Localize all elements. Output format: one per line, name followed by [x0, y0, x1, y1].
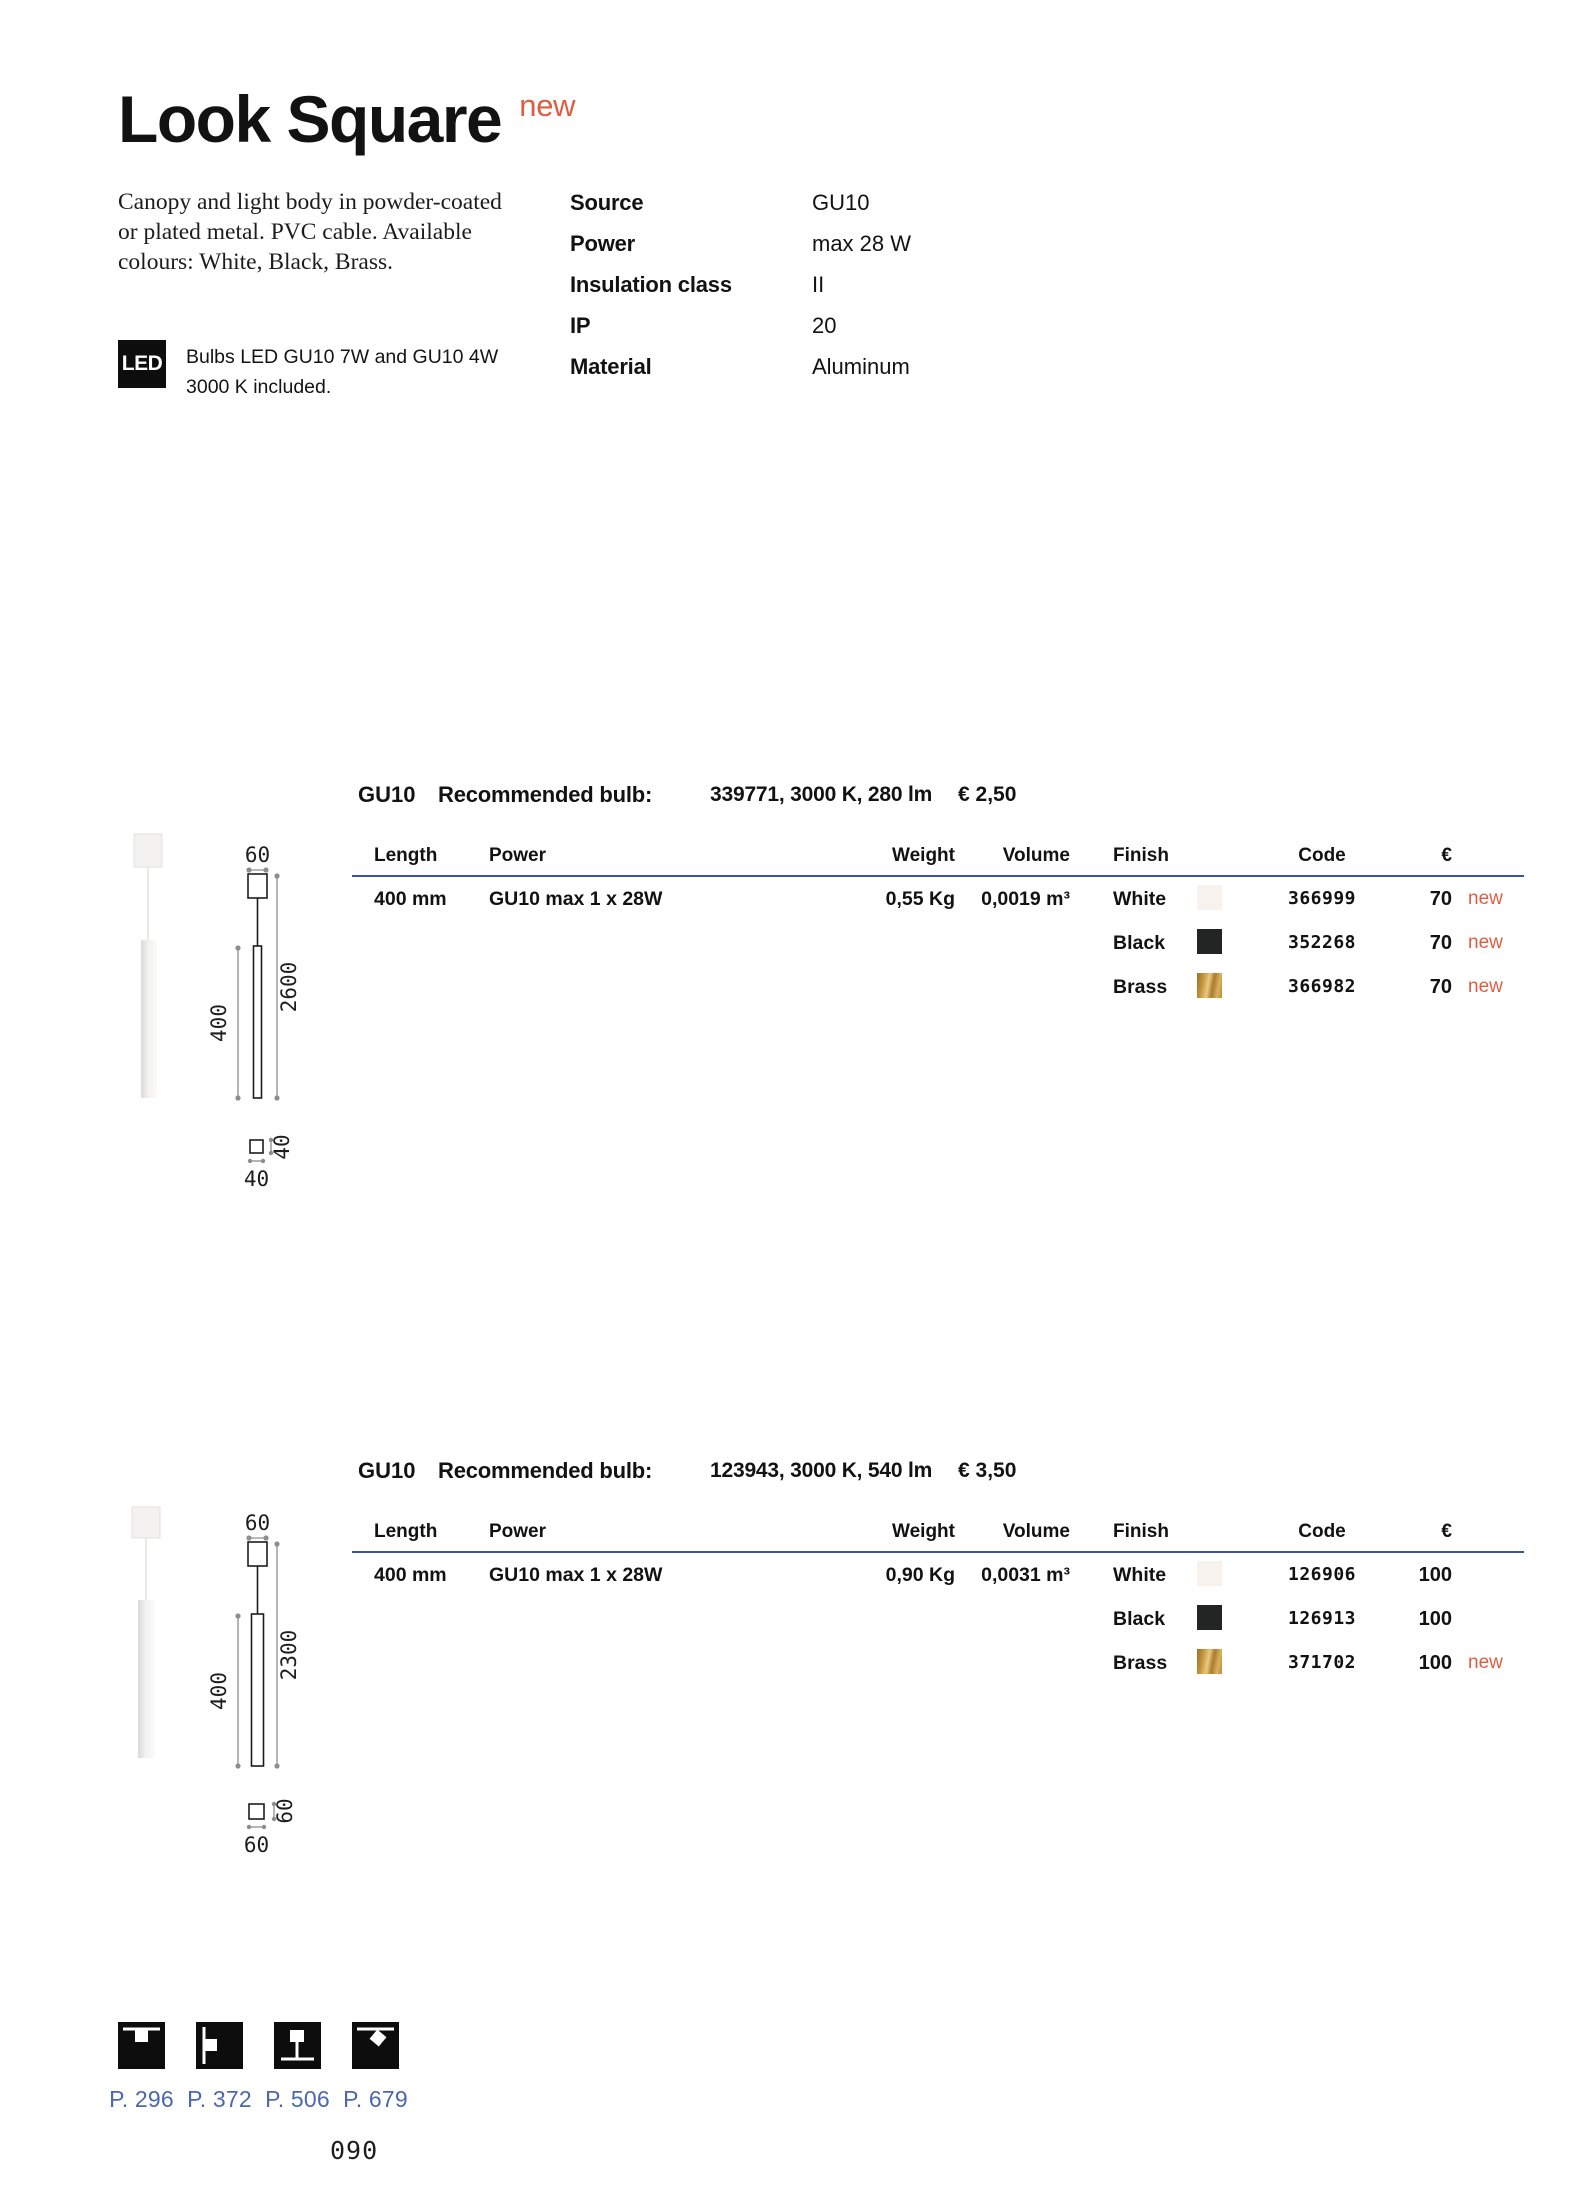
led-note: Bulbs LED GU10 7W and GU10 4W 3000 K included. [186, 346, 499, 399]
spec-list [570, 190, 911, 395]
cell-weight: 0,55 Kg [885, 888, 955, 910]
led-badge: LED [118, 340, 166, 388]
spec-row-material [570, 354, 911, 395]
col-power: Power [489, 1521, 547, 1542]
cell-volume: 0,0019 m³ [981, 888, 1070, 910]
col-finish: Finish [1113, 845, 1169, 866]
recommended-bulb-info: 339771, 3000 K, 280 lm [710, 783, 933, 806]
spec-row-source [570, 190, 911, 231]
col-weight: Weight [892, 845, 955, 866]
cell-finish: Black [1113, 932, 1166, 954]
product-header [118, 82, 576, 156]
finish-swatch-white [1197, 1561, 1222, 1586]
dimension-diagram-2600 [110, 820, 330, 1220]
finish-swatch-black [1197, 929, 1222, 954]
cell-code: 366982 [1287, 976, 1357, 997]
cell-weight: 0,90 Kg [885, 1564, 955, 1586]
section-source: GU10 [358, 782, 416, 807]
recommended-bulb-label: Recommended bulb: [438, 1458, 653, 1483]
page-title: Look Square [118, 82, 502, 156]
table-row [352, 976, 1524, 1006]
cell-code: 371702 [1287, 1652, 1357, 1673]
mount-ceiling [109, 2022, 174, 2113]
new-flag: new [1468, 888, 1503, 909]
table-divider [352, 875, 1524, 877]
recommended-bulb-label: Recommended bulb: [438, 782, 653, 807]
finish-swatch-brass [1197, 973, 1222, 998]
recommended-bulb-price: € 2,50 [958, 783, 1017, 806]
table-header-row [352, 1521, 1524, 1545]
cell-length: 400 mm [374, 888, 447, 910]
section-header [352, 782, 1524, 812]
ceiling-pendant-icon [118, 2022, 165, 2069]
mount-wall [187, 2022, 252, 2113]
mount-orientable [343, 2022, 408, 2113]
dim-bottom-depth: 40 [270, 1134, 294, 1160]
cell-length: 400 mm [374, 1564, 447, 1586]
line-drawing [248, 1542, 267, 1819]
cell-price: 100 [1418, 1652, 1452, 1674]
spec-label: Insulation class [570, 272, 732, 297]
table-row [352, 1564, 1524, 1594]
mount-floor [265, 2022, 330, 2113]
floor-stand-icon [274, 2022, 321, 2069]
spec-label: Source [570, 190, 644, 215]
spec-value: max 28 W [812, 231, 912, 256]
cell-price: 100 [1418, 1564, 1452, 1586]
cell-power: GU10 max 1 x 28W [489, 888, 663, 910]
product-photo [132, 1507, 160, 1758]
finish-swatch-brass [1197, 1649, 1222, 1674]
dim-bottom-depth: 60 [273, 1798, 297, 1824]
col-finish: Finish [1113, 1521, 1169, 1542]
new-flag: new [1468, 976, 1503, 997]
dim-top-width: 60 [244, 843, 271, 867]
table-row [352, 1608, 1524, 1638]
cell-code: 352268 [1287, 932, 1357, 953]
orientable-ceiling-icon [352, 2022, 399, 2069]
product-photo [134, 834, 162, 1098]
page-ref-link[interactable]: P. 296 [109, 2086, 174, 2112]
cell-finish: Black [1113, 1608, 1166, 1630]
page-ref-link[interactable]: P. 506 [265, 2086, 330, 2112]
wall-mount-icon [196, 2022, 243, 2069]
dim-body-height: 400 [207, 1672, 231, 1710]
recommended-bulb-info: 123943, 3000 K, 540 lm [710, 1459, 933, 1482]
spec-value: 20 [812, 313, 837, 338]
cell-price: 100 [1418, 1608, 1452, 1630]
new-flag: new [1468, 932, 1503, 953]
col-euro: € [1441, 845, 1452, 866]
cell-price: 70 [1429, 976, 1452, 998]
spec-label: Material [570, 354, 652, 379]
col-code: Code [1298, 845, 1346, 866]
col-length: Length [374, 845, 438, 866]
cell-finish: Brass [1113, 1652, 1168, 1674]
cell-price: 70 [1429, 888, 1452, 910]
cell-power: GU10 max 1 x 28W [489, 1564, 663, 1586]
spec-value: GU10 [812, 190, 870, 215]
cell-volume: 0,0031 m³ [981, 1564, 1070, 1586]
table-header-row [352, 845, 1524, 869]
diagram-svg [110, 820, 330, 1220]
mount-type-links [109, 2022, 408, 2113]
table-divider [352, 1551, 1524, 1553]
product-description: Canopy and light body in powder-coated or plated metal. PVC cable. Available colours: White, Black, Brass. [118, 189, 502, 275]
new-flag: new [1468, 1652, 1503, 1673]
col-volume: Volume [1002, 1521, 1070, 1542]
page-ref-link[interactable]: P. 372 [187, 2086, 252, 2112]
product-table-section-2 [352, 1458, 1524, 1758]
cell-finish: Brass [1113, 976, 1168, 998]
finish-swatch-black [1197, 1605, 1222, 1630]
page-number: 090 [330, 2136, 379, 2165]
new-badge: new [519, 88, 576, 123]
col-volume: Volume [1002, 845, 1070, 866]
dim-body-height: 400 [207, 1004, 231, 1042]
table-row [352, 888, 1524, 918]
dim-top-width: 60 [244, 1511, 271, 1535]
spec-value: II [812, 272, 825, 297]
dimension-diagram-2300 [110, 1480, 330, 1880]
recommended-bulb-price: € 3,50 [958, 1459, 1017, 1482]
col-weight: Weight [892, 1521, 955, 1542]
section-header [352, 1458, 1524, 1488]
cell-code: 126906 [1287, 1564, 1357, 1585]
col-power: Power [489, 845, 547, 866]
spec-row-ip [570, 313, 911, 354]
cell-finish: White [1113, 888, 1167, 910]
product-table-section-1 [352, 782, 1524, 1082]
col-euro: € [1441, 1521, 1452, 1542]
col-code: Code [1298, 1521, 1346, 1542]
cell-code: 366999 [1287, 888, 1357, 909]
cell-price: 70 [1429, 932, 1452, 954]
table-row [352, 932, 1524, 962]
line-drawing [248, 874, 267, 1153]
table-row [352, 1652, 1524, 1682]
spec-row-insulation [570, 272, 911, 313]
spec-label: Power [570, 231, 636, 256]
dim-total-height: 2600 [277, 961, 301, 1013]
cell-finish: White [1113, 1564, 1167, 1586]
dim-total-height: 2300 [277, 1629, 301, 1681]
page-ref-link[interactable]: P. 679 [343, 2086, 408, 2112]
col-length: Length [374, 1521, 438, 1542]
spec-value: Aluminum [812, 354, 910, 379]
led-info [118, 340, 504, 402]
diagram-svg [110, 1480, 330, 1880]
cell-code: 126913 [1287, 1608, 1357, 1629]
section-source: GU10 [358, 1458, 416, 1483]
dim-bottom-width: 40 [243, 1167, 270, 1191]
spec-row-power [570, 231, 911, 272]
dim-bottom-width: 60 [243, 1833, 270, 1857]
finish-swatch-white [1197, 885, 1222, 910]
spec-label: IP [570, 313, 591, 338]
